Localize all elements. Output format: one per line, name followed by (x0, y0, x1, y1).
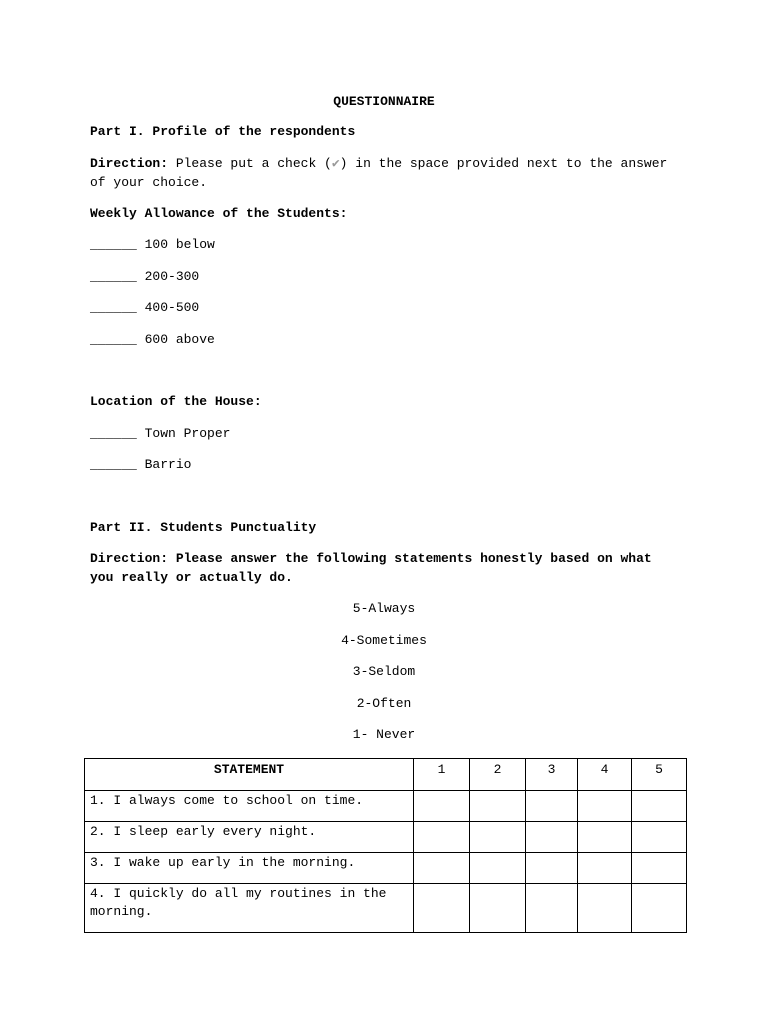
rating-cell (578, 791, 632, 822)
allowance-option: ______ 600 above (90, 332, 215, 347)
rating-cell (526, 791, 578, 822)
scale-item: 3-Seldom (352, 664, 416, 679)
scale-item: 1- Never (352, 727, 416, 742)
rating-cell (578, 884, 632, 933)
allowance-heading: Weekly Allowance of the Students: (90, 206, 348, 221)
direction-text-before: Please put a check ( (168, 156, 332, 171)
part1-direction (90, 154, 680, 192)
rating-cell (632, 884, 687, 933)
header-rating-1: 1 (414, 759, 470, 791)
direction-label: Direction: (90, 156, 169, 171)
statement-cell: 1. I always come to school on time. (85, 791, 414, 822)
rating-cell (470, 822, 526, 853)
document-title: QUESTIONNAIRE (333, 94, 435, 109)
table-header-row (85, 759, 687, 791)
rating-cell (414, 822, 470, 853)
rating-cell (526, 884, 578, 933)
rating-cell (632, 822, 687, 853)
allowance-option: ______ 100 below (90, 237, 215, 252)
location-option: ______ Town Proper (90, 426, 231, 441)
statement-cell: 2. I sleep early every night. (85, 822, 414, 853)
rating-cell (470, 853, 526, 884)
location-heading: Location of the House: (90, 394, 262, 409)
part2-heading: Part II. Students Punctuality (90, 520, 317, 535)
part1-heading: Part I. Profile of the respondents (90, 124, 356, 139)
rating-cell (578, 853, 632, 884)
rating-cell (526, 853, 578, 884)
table-row (85, 853, 687, 884)
table-row (85, 791, 687, 822)
rating-cell (632, 853, 687, 884)
location-option: ______ Barrio (90, 457, 192, 472)
punctuality-table (84, 758, 687, 933)
header-statement: STATEMENT (85, 759, 414, 791)
rating-cell (526, 822, 578, 853)
allowance-option: ______ 400-500 (90, 300, 200, 315)
rating-cell (632, 791, 687, 822)
header-rating-3: 3 (526, 759, 578, 791)
header-rating-4: 4 (578, 759, 632, 791)
rating-cell (414, 884, 470, 933)
check-mark-icon: ✔ (331, 156, 340, 171)
statement-cell: 4. I quickly do all my routines in the morning. (85, 884, 414, 933)
rating-cell (414, 791, 470, 822)
allowance-option: ______ 200-300 (90, 269, 200, 284)
scale-item: 5-Always (352, 601, 416, 616)
table-row (85, 822, 687, 853)
header-rating-2: 2 (470, 759, 526, 791)
header-rating-5: 5 (632, 759, 687, 791)
rating-cell (470, 791, 526, 822)
scale-item: 2-Often (356, 696, 412, 711)
table-row (85, 884, 687, 933)
scale-item: 4-Sometimes (341, 633, 427, 648)
part2-direction: Direction: Please answer the following statements honestly based on what you really or actually do. (90, 551, 652, 585)
rating-cell (470, 884, 526, 933)
rating-cell (578, 822, 632, 853)
rating-cell (414, 853, 470, 884)
statement-cell: 3. I wake up early in the morning. (85, 853, 414, 884)
direction-text-after: ) in the space provided next to the answer of your choice. (90, 156, 668, 190)
